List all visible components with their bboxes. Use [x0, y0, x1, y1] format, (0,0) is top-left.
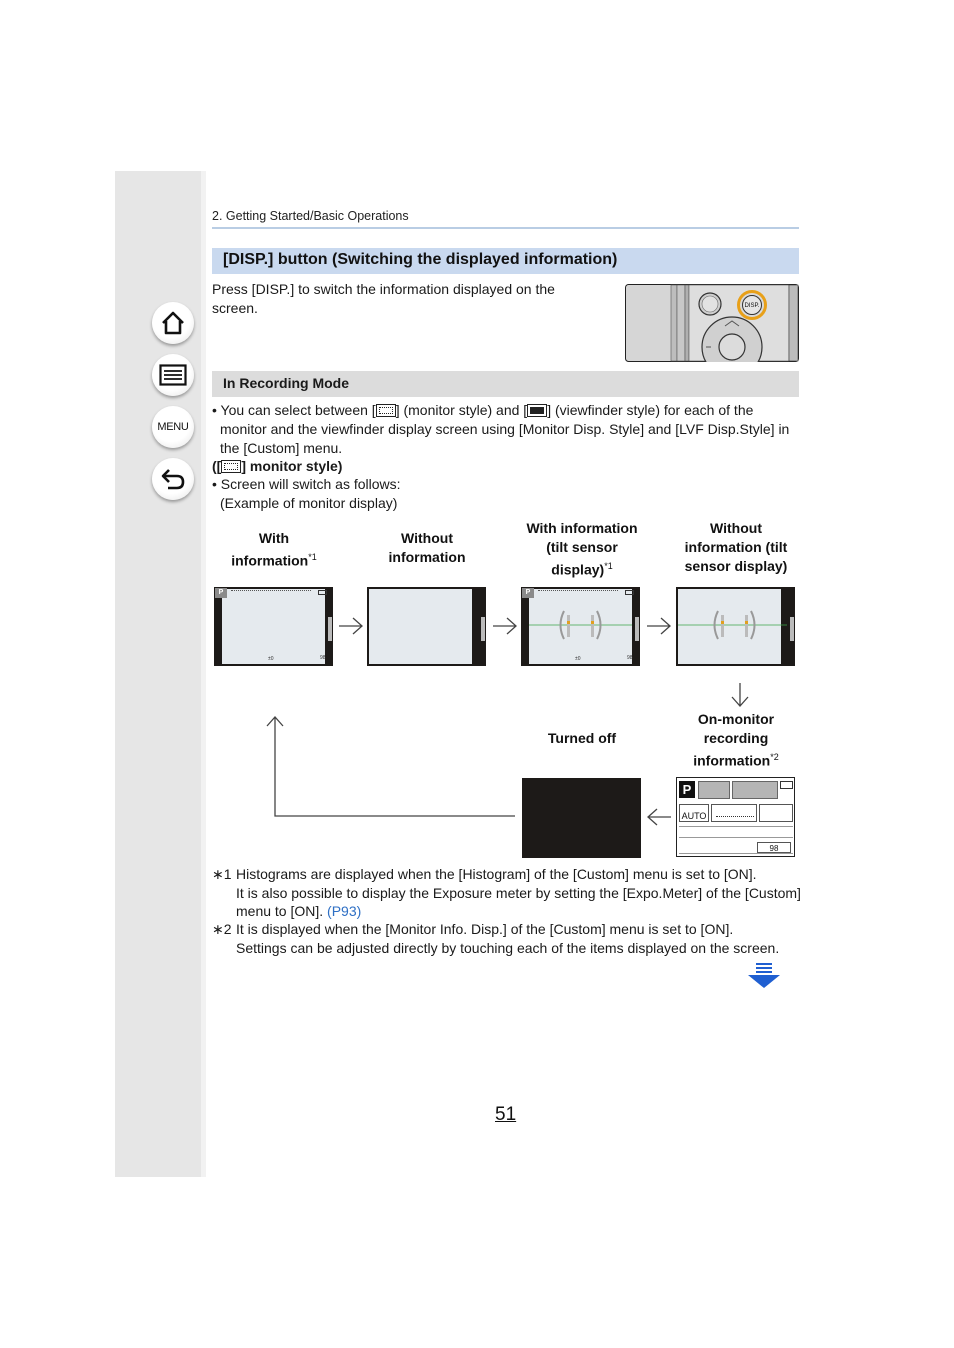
arrow-right-3: [646, 615, 672, 637]
monitor-style-heading-icon: [221, 460, 241, 473]
screen-turned-off: [522, 778, 641, 858]
menu-button[interactable]: [152, 406, 194, 448]
footnote-1-mark: ∗1: [212, 866, 232, 882]
caption-5-sup: *2: [770, 752, 779, 762]
screen-1-touch-tabs: [328, 617, 332, 641]
caption-1-text: information: [231, 552, 309, 569]
caption-3-sup: *1: [604, 561, 613, 571]
page-number: 51: [495, 1104, 517, 1125]
caption-4-line-2: information (tilt: [684, 539, 788, 555]
arrow-return-loop: [263, 713, 519, 819]
caption-with-information: [214, 529, 334, 571]
caption-with-info-tilt: [516, 519, 648, 580]
caption-5-line-2: recording: [703, 730, 769, 746]
footnote-1-text: menu to [ON].: [236, 903, 328, 919]
screen-with-information: [214, 587, 333, 666]
screen-3-top-icons: [538, 590, 618, 596]
caption-2-line-2: information: [388, 549, 466, 565]
footnote-2-mark: ∗2: [212, 921, 232, 937]
footnote-1-line-3: [236, 902, 361, 921]
recording-info-mode: P: [679, 781, 695, 798]
intro-line-2: screen.: [212, 300, 258, 316]
screen-3-mode: P: [522, 588, 534, 598]
camera-illustration: [625, 284, 799, 362]
caption-3-line-2: (tilt sensor: [546, 539, 618, 555]
recording-info-battery-icon: [780, 781, 793, 789]
arrow-down: [729, 682, 751, 708]
caption-5-line-3: [674, 748, 798, 771]
caption-1-line-2: [214, 548, 334, 571]
home-button[interactable]: [152, 302, 194, 344]
home-icon: [160, 310, 186, 336]
recording-info-row-3[interactable]: [679, 826, 793, 838]
bullet-1-part-1: • You can select between [: [212, 402, 376, 418]
contents-button[interactable]: [152, 354, 194, 396]
recording-info-scale-dots: [716, 816, 754, 817]
subsection-title: In Recording Mode: [223, 375, 349, 391]
caption-3-line-3: [516, 557, 648, 580]
caption-turned-off: Turned off: [547, 730, 617, 746]
list-icon: [159, 364, 187, 386]
back-button[interactable]: [152, 458, 194, 500]
screen-3-battery-icon: [625, 590, 634, 595]
screen-1-shots: 98: [320, 655, 326, 661]
monitor-style-open: ([: [212, 458, 222, 474]
caption-1-sup: *1: [308, 552, 317, 562]
screen-2-lcd: [369, 589, 472, 664]
screen-without-information: [367, 587, 486, 666]
screen-3-ev: ±0: [575, 656, 581, 662]
screen-3-touch-tabs: [635, 617, 639, 641]
disp-button-label: DISP.: [742, 295, 762, 315]
screen-4-level-gauge: [678, 605, 787, 645]
menu-label: MENU: [157, 421, 189, 433]
recording-info-iso[interactable]: AUTO: [679, 804, 709, 822]
bullet-1-line-2: monitor and the viewfinder display screen using [Monitor Disp. Style] and [LVF Disp.Style] in: [220, 421, 790, 437]
caption-1-line-1: With: [258, 530, 290, 546]
caption-5-text: information: [693, 752, 771, 769]
caption-5-line-1: On-monitor: [697, 711, 775, 727]
screen-2-touch-tabs: [481, 617, 485, 641]
recording-info-flash[interactable]: [759, 804, 793, 822]
screen-1-lcd: [222, 589, 325, 664]
monitor-style-heading: [212, 457, 342, 476]
breadcrumb: 2. Getting Started/Basic Operations: [212, 209, 409, 223]
caption-on-monitor-info: [674, 710, 798, 771]
screen-1-mode: P: [215, 588, 227, 598]
next-page-arrow-icon[interactable]: [747, 963, 781, 989]
sidebar-edge: [201, 171, 206, 1177]
bullet-1-line-1: [212, 401, 753, 420]
bullet-1-part-2: ] (monitor style) and [: [395, 402, 528, 418]
viewfinder-style-icon: [527, 404, 547, 417]
bullet-1-part-3: ] (viewfinder style) for each of the: [547, 402, 754, 418]
page-link-p93[interactable]: (P93): [327, 903, 362, 919]
screen-with-info-tilt: [521, 587, 640, 666]
screen-recording-info: [676, 777, 795, 857]
caption-3-line-1: With information: [526, 520, 638, 536]
disp-button-highlight[interactable]: [737, 290, 767, 320]
recording-info-aperture[interactable]: [732, 781, 778, 799]
recording-info-shots: 98: [757, 842, 791, 853]
header-rule: [212, 227, 799, 229]
footnote-2-line-1: It is displayed when the [Monitor Info. Disp.] of the [Custom] menu is set to [ON].: [236, 921, 734, 937]
back-icon: [160, 467, 186, 491]
arrow-right-1: [338, 615, 364, 637]
screen-1-ev: ±0: [268, 656, 274, 662]
screen-4-touch-tabs: [790, 617, 794, 641]
arrow-left: [646, 806, 672, 828]
screen-3-shots: 98: [627, 655, 633, 661]
recording-info-exposure-scale[interactable]: [711, 804, 757, 822]
caption-2-line-1: Without: [401, 530, 453, 546]
screen-1-battery-icon: [318, 590, 327, 595]
bullet-1-line-3: the [Custom] menu.: [220, 440, 343, 456]
footnote-1-line-2: It is also possible to display the Exposure meter by setting the [Expo.Meter] of the [Custom]: [236, 885, 801, 901]
screen-without-info-tilt: [676, 587, 795, 666]
screen-1-top-icons: [231, 590, 311, 596]
bullet-2-line-1: • Screen will switch as follows:: [212, 476, 401, 492]
monitor-style-icon: [376, 404, 396, 417]
bullet-2-line-2: (Example of monitor display): [220, 495, 398, 511]
intro-line-1: Press [DISP.] to switch the information displayed on the: [212, 281, 555, 297]
caption-without-info-tilt: [672, 519, 800, 576]
caption-without-information: [367, 529, 487, 567]
arrow-right-2: [492, 615, 518, 637]
caption-4-line-3: sensor display): [684, 558, 788, 574]
section-title: [DISP.] button (Switching the displayed information): [223, 251, 618, 268]
caption-4-line-1: Without: [710, 520, 762, 536]
caption-3-text: display): [551, 561, 605, 578]
footnote-2-line-2: Settings can be adjusted directly by touching each of the items displayed on the screen.: [236, 940, 780, 956]
recording-info-shutter[interactable]: [698, 781, 730, 799]
footnote-1-line-1: Histograms are displayed when the [Histogram] of the [Custom] menu is set to [ON].: [236, 866, 757, 882]
monitor-style-close: ] monitor style): [241, 458, 343, 474]
screen-3-level-gauge: [529, 605, 632, 645]
